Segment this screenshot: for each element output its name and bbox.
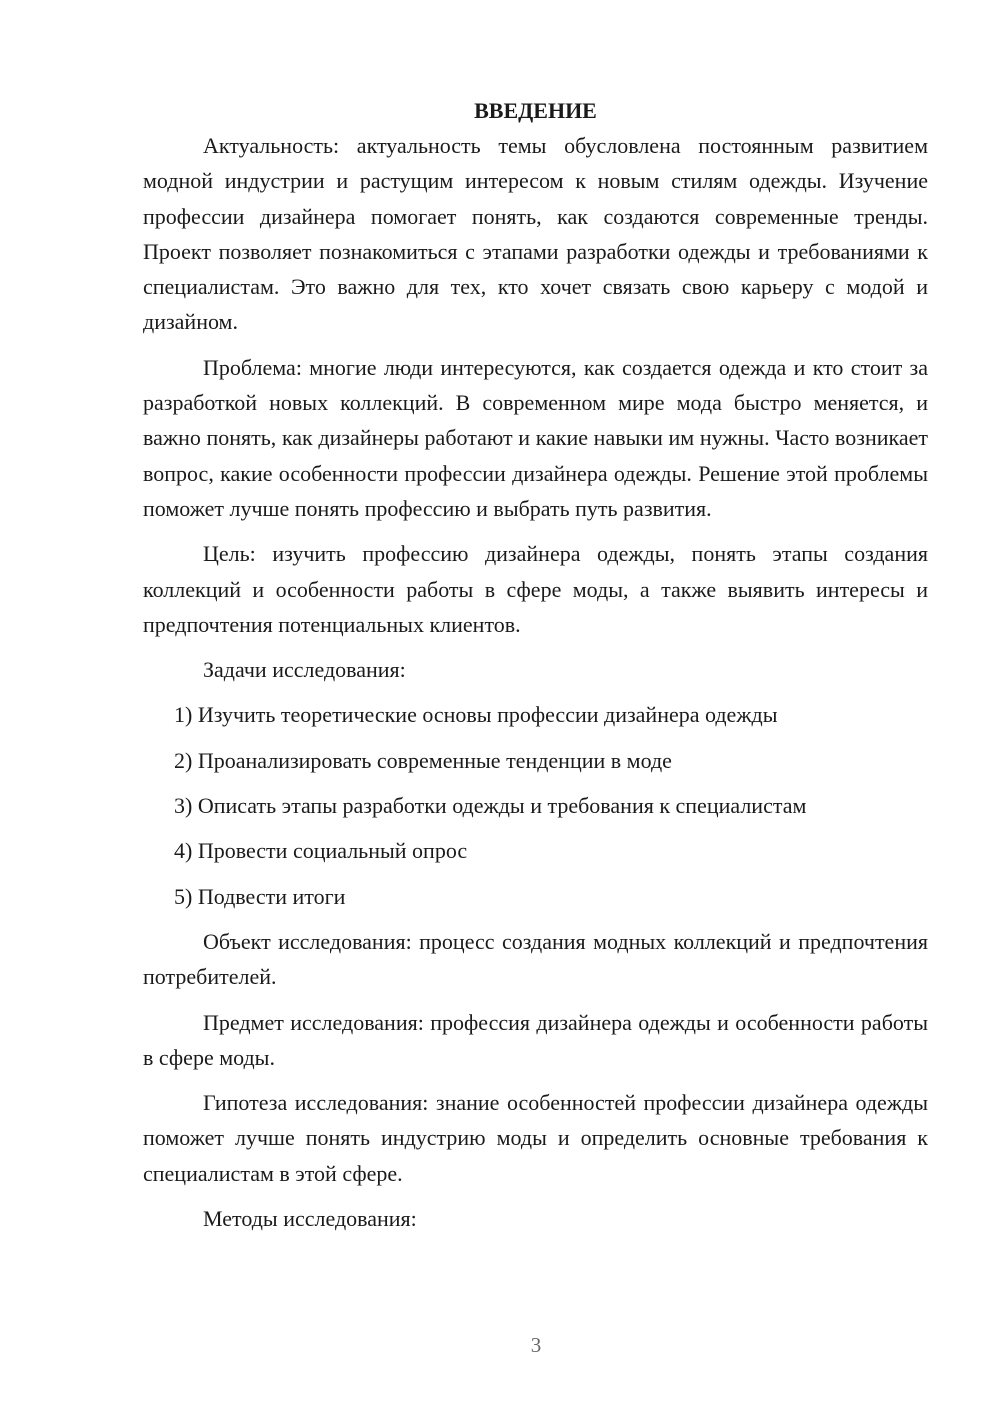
document-page [143,96,928,1246]
task-item: 2) Проанализировать современные тенденции в моде [174,747,672,773]
methods-heading: Методы исследования: [203,1206,417,1232]
paragraph-problem: Проблема: многие люди интересуются, как создается одежда и кто стоит за разработкой новых коллекций. В современном мире мода быстро меняется, и важно понять, как дизайнеры работают и какие навыки им нужны. Часто возникает вопрос, какие особенности профессии дизайнера одежды. Решение этой проблемы поможет лучше понять профессию и выбрать путь развития. [143,354,928,521]
tasks-list [143,697,928,913]
task-item: 5) Подвести итоги [174,883,346,909]
paragraph-subject: Предмет исследования: профессия дизайнера одежды и особенности работы в сфере моды. [143,1009,928,1070]
page-number: 3 [530,1333,542,1357]
paragraph-hypothesis: Гипотеза исследования: знание особенностей профессии дизайнера одежды поможет лучше понять индустрию моды и определить основные требования к специалистам в этой сфере. [143,1090,928,1186]
paragraph-relevance: Актуальность: актуальность темы обусловлена постоянным развитием модной индустрии и растущим интересом к новым стилям одежды. Изучение профессии дизайнера помогает понять, как создаются современные тренды. Проект позволяет познакомиться с этапами разработки одежды и требованиями к специалистам. Это важно для тех, кто хочет связать свою карьеру с модой и дизайном. [143,133,928,335]
tasks-heading: Задачи исследования: [203,657,406,683]
paragraph-object: Объект исследования: процесс создания модных коллекций и предпочтения потребителей. [143,928,928,990]
page-title: ВВЕДЕНИЕ [474,98,597,123]
task-item: 3) Описать этапы разработки одежды и требования к специалистам [174,793,807,819]
task-item: 4) Провести социальный опрос [174,838,468,864]
task-item: 1) Изучить теоретические основы профессии дизайнера одежды [174,702,778,728]
paragraph-goal: Цель: изучить профессию дизайнера одежды, понять этапы создания коллекций и особенности работы в сфере моды, а также выявить интересы и предпочтения потенциальных клиентов. [143,541,928,637]
